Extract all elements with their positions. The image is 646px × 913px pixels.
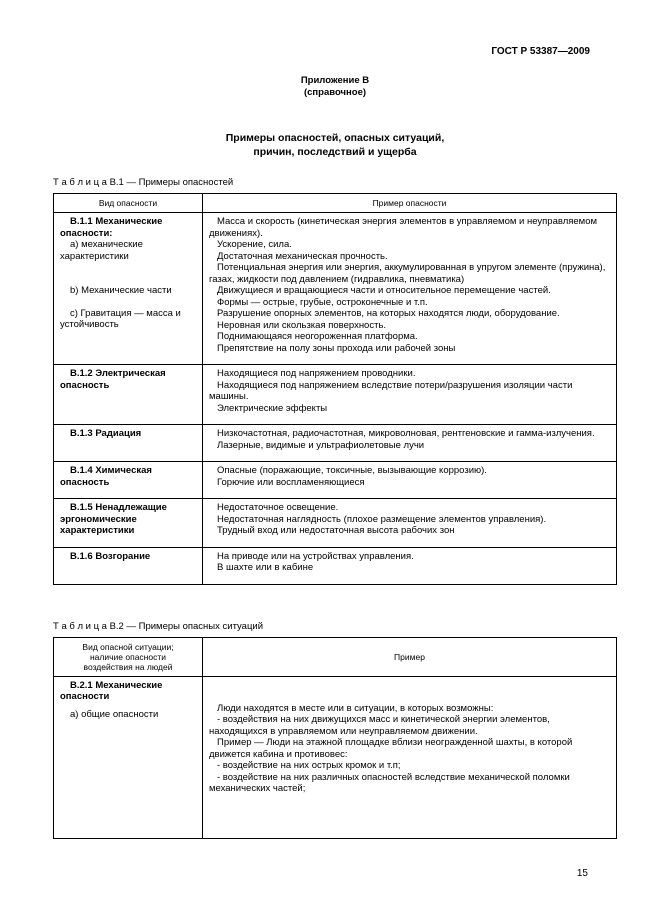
table-header-row — [54, 637, 617, 676]
column-header — [54, 637, 203, 676]
cell-paragraph: с) Гравитация — масса и устойчивость — [60, 307, 181, 330]
table-row — [54, 213, 617, 365]
hazard-type-cell — [54, 547, 203, 584]
cell-paragraph: Ускорение, сила. — [217, 239, 292, 250]
column-header-line: Вид опасности — [98, 198, 158, 208]
cell-paragraph: Электрические эффекты — [217, 402, 328, 414]
cell-paragraph: Масса и скорость (кинетическая энергия элементов в управляемом и неуправляемом движениях). — [209, 216, 598, 239]
cell-paragraph: Люди находятся в месте или в ситуации, в которых возможны: — [217, 702, 494, 714]
column-header-line: наличие опасности — [89, 651, 166, 662]
cell-paragraph: b) Механические части — [70, 285, 172, 296]
hazard-type-cell — [54, 365, 203, 425]
cell-paragraph: а) механические характеристики — [60, 239, 143, 262]
table-row — [54, 676, 617, 838]
cell-paragraph: - воздействие на них различных опасностей вследствие механической поломки механических частей; — [209, 771, 570, 794]
column-header-line: Пример — [394, 651, 425, 662]
doc-number: ГОСТ Р 53387—2009 — [491, 46, 590, 57]
cell-paragraph: - воздействие на них острых кромок и т.п; — [217, 760, 401, 771]
column-header — [54, 194, 203, 213]
cell-paragraph: В.1.1 Механические опасности: — [60, 216, 163, 239]
hazard-type-cell — [54, 213, 203, 365]
hazards-table — [53, 193, 617, 585]
appendix-label: Приложение В — [300, 75, 370, 86]
page-title — [53, 131, 617, 159]
cell-paragraph: Пример — Люди на этажной площадке вблизи неогражденной шахты, в которой движется кабина и противовес: — [209, 737, 573, 760]
cell-paragraph: Трудный вход или недостаточная высота рабочих зон — [217, 525, 455, 536]
cell-paragraph: а) общие опасности — [70, 708, 159, 720]
hazard-example-cell — [203, 365, 617, 425]
cell-paragraph: На приводе или на устройствах управления. — [217, 550, 414, 562]
cell-paragraph: В.1.4 Химическая опасность — [60, 465, 152, 488]
cell-paragraph: Поднимающаяся неогороженная платформа. — [217, 331, 418, 342]
hazard-example-cell — [203, 676, 617, 838]
hazard-type-cell — [54, 462, 203, 499]
cell-paragraph: В.1.3 Радиация — [70, 428, 142, 439]
table-row — [54, 499, 617, 548]
table-header-row — [54, 194, 617, 213]
appendix-header — [53, 75, 617, 99]
hazard-type-cell — [54, 676, 203, 838]
cell-paragraph: Разрушение опорных элементов, на которых находятся люди, оборудование. — [217, 308, 560, 319]
column-header — [203, 637, 617, 676]
cell-paragraph: Опасные (поражающие, токсичные, вызывающие коррозию). — [217, 465, 487, 476]
page-title-line2: причин, последствий и ущерба — [253, 146, 417, 158]
cell-paragraph: Препятствие на полу зоны прохода или рабочей зоны — [217, 342, 456, 354]
page-number: 15 — [576, 868, 588, 879]
table1-caption: Т а б л и ц а В.1 — Примеры опасностей — [53, 177, 234, 188]
cell-paragraph: Находящиеся под напряжением вследствие потери/разрушения изоляции части машины. — [209, 379, 573, 402]
cell-paragraph: Формы — острые, грубые, остроконечные и т.п. — [217, 296, 428, 308]
cell-paragraph: Лазерные, видимые и ультрафиолетовые лучи — [217, 439, 425, 451]
column-header-line: Пример опасности — [372, 198, 447, 208]
hazard-type-cell — [54, 425, 203, 462]
table2-caption: Т а б л и ц а В.2 — Примеры опасных ситуаций — [53, 620, 264, 632]
hazard-type-cell — [54, 499, 203, 548]
cell-paragraph: В шахте или в кабине — [217, 562, 314, 573]
table-row — [54, 365, 617, 425]
cell-paragraph: Движущиеся и вращающиеся части и относительное перемещение частей. — [217, 285, 551, 296]
hazard-example-cell — [203, 547, 617, 584]
appendix-type-label: (справочное) — [303, 87, 367, 98]
cell-paragraph: Неровная или скользкая поверхность. — [217, 319, 387, 331]
hazard-example-cell — [203, 462, 617, 499]
column-header-line: Вид опасной ситуации; — [82, 641, 174, 652]
hazardous-situations-table — [53, 637, 617, 839]
column-header-line: воздействия на людей — [83, 661, 173, 672]
column-header — [203, 194, 617, 213]
cell-paragraph: Недостаточная наглядность (плохое размещение элементов управления). — [217, 513, 547, 525]
cell-paragraph: В.2.1 Механические опасности — [60, 679, 163, 702]
table-row — [54, 547, 617, 584]
cell-paragraph: В.1.5 Ненадлежащие эргономические характеристики — [60, 502, 167, 536]
cell-paragraph: Низкочастотная, радиочастотная, микроволновая, рентгеновские и гамма-излучения. — [217, 428, 595, 439]
cell-paragraph: Горючие или воспламеняющиеся — [217, 476, 365, 488]
cell-paragraph: Недостаточное освещение. — [217, 502, 339, 513]
hazard-example-cell — [203, 213, 617, 365]
cell-paragraph: В.1.2 Электрическая опасность — [60, 368, 166, 391]
cell-paragraph: Находящиеся под напряжением проводники. — [217, 368, 416, 379]
cell-paragraph: Потенциальная энергия или энергия, аккумулированная в упругом элементе (пружина), газах, жидкости под давлением (гидравлика, пневматика) — [209, 262, 606, 285]
cell-paragraph: Достаточная механическая прочность. — [217, 250, 388, 262]
cell-paragraph: - воздействия на них движущихся масс и кинетической энергии элементов, находящихся в управляемом или неуправляемом движении. — [209, 714, 550, 737]
hazard-example-cell — [203, 499, 617, 548]
hazard-example-cell — [203, 425, 617, 462]
table-row — [54, 462, 617, 499]
table-row — [54, 425, 617, 462]
cell-paragraph: В.1.6 Возгорание — [70, 550, 151, 562]
page-title-line1: Примеры опасностей, опасных ситуаций, — [225, 132, 445, 144]
